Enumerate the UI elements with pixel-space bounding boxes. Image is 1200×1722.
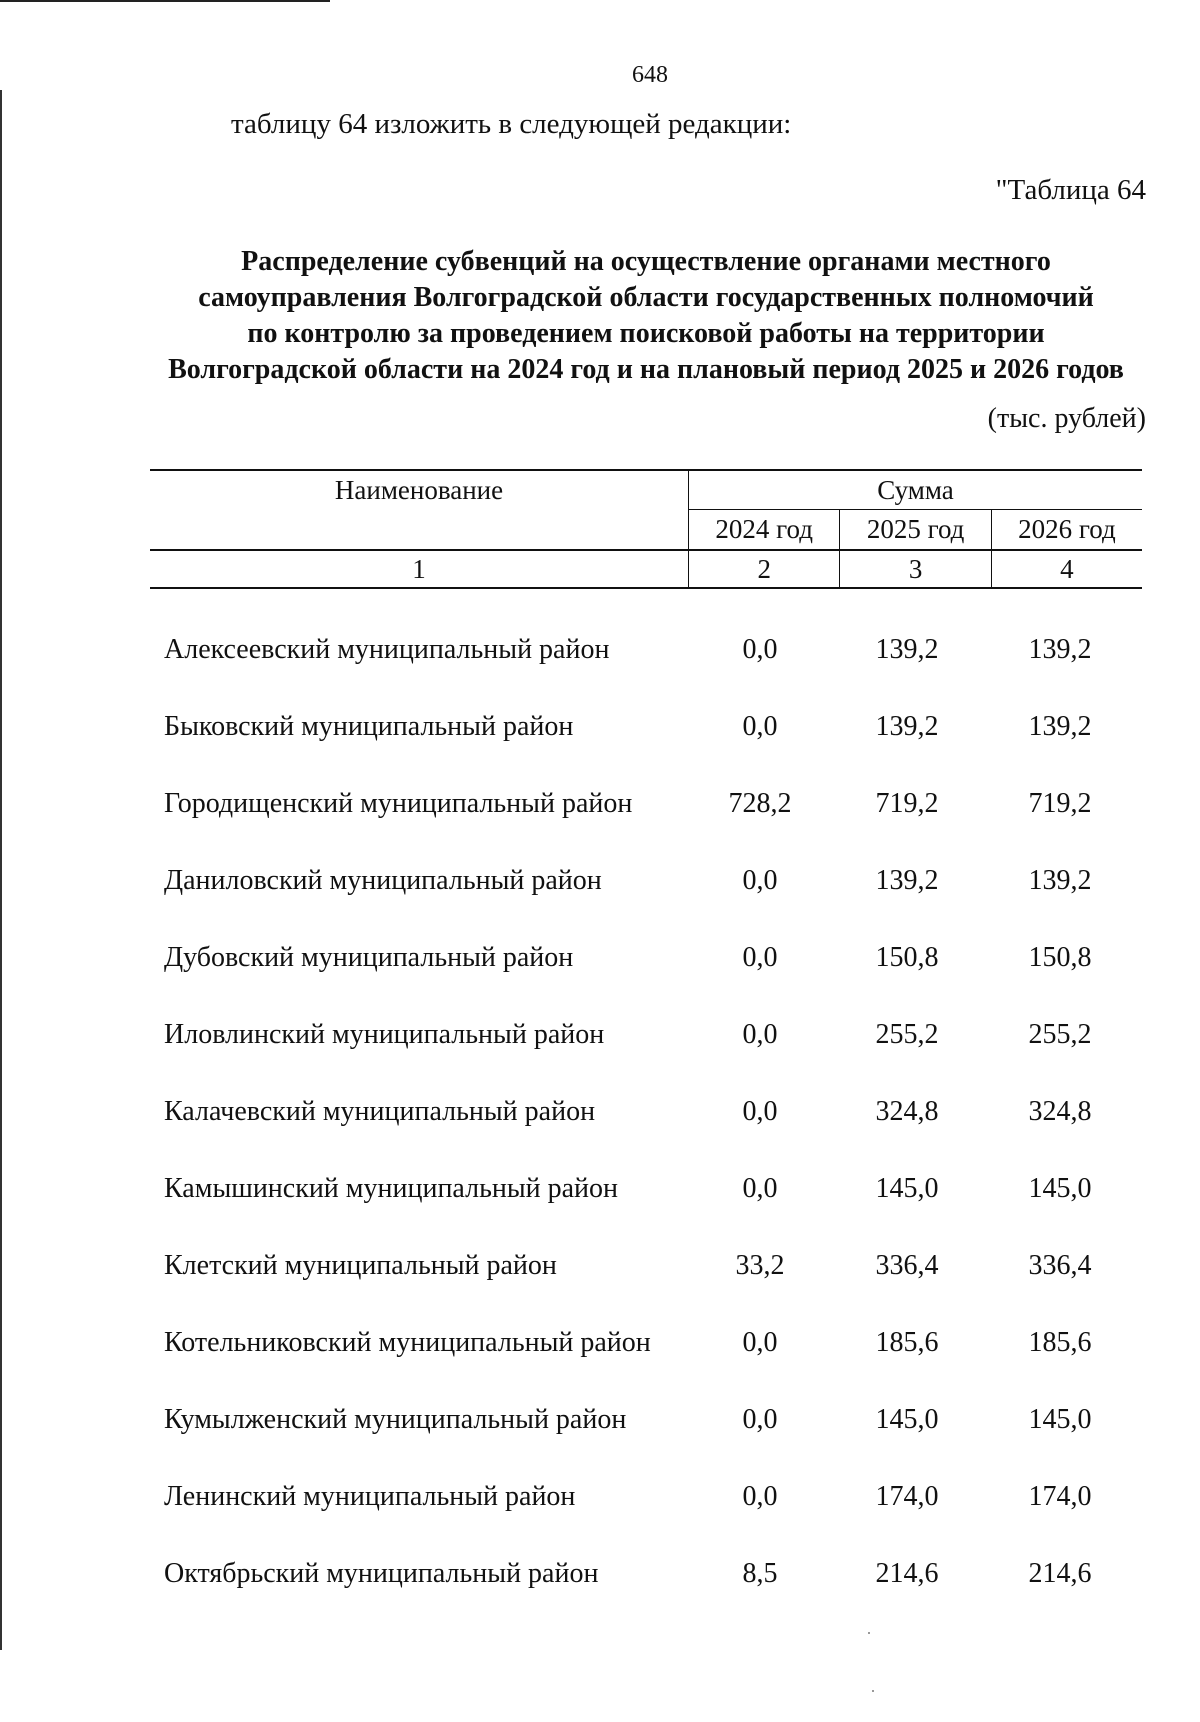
value-2026: 255,2 bbox=[1028, 1019, 1092, 1050]
column-number: 4 bbox=[991, 550, 1142, 588]
value-2024: 0,0 bbox=[742, 711, 778, 742]
title-line: Распределение субвенций на осуществление органами местного bbox=[241, 246, 1051, 277]
value-2026: 150,8 bbox=[1028, 942, 1092, 973]
units-label: (тыс. рублей) bbox=[987, 403, 1146, 434]
value-2024: 0,0 bbox=[742, 1019, 778, 1050]
value-2025: 336,4 bbox=[875, 1250, 939, 1281]
value-2024: 0,0 bbox=[742, 634, 778, 665]
table-row bbox=[150, 841, 1142, 918]
header-name: Наименование bbox=[150, 470, 689, 550]
value-2026: 324,8 bbox=[1028, 1096, 1092, 1127]
district-name: Ленинский муниципальный район bbox=[164, 1481, 576, 1512]
value-2025: 185,6 bbox=[875, 1327, 939, 1358]
table-row bbox=[150, 764, 1142, 841]
value-2025: 145,0 bbox=[875, 1404, 939, 1435]
table-row bbox=[150, 1149, 1142, 1226]
table-row bbox=[150, 1534, 1142, 1611]
value-2024: 8,5 bbox=[742, 1558, 778, 1589]
value-2024: 33,2 bbox=[735, 1250, 785, 1281]
district-name: Камышинский муниципальный район bbox=[164, 1173, 619, 1204]
district-name: Котельниковский муниципальный район bbox=[164, 1327, 651, 1358]
title-line: Волгоградской области на 2024 год и на плановый период 2025 и 2026 годов bbox=[168, 354, 1124, 385]
district-name: Даниловский муниципальный район bbox=[164, 865, 602, 896]
value-2024: 0,0 bbox=[742, 942, 778, 973]
value-2026: 214,6 bbox=[1028, 1558, 1092, 1589]
intro-text: таблицу 64 изложить в следующей редакции: bbox=[231, 108, 792, 140]
value-2026: 139,2 bbox=[1028, 634, 1092, 665]
value-2024: 728,2 bbox=[728, 788, 792, 819]
header-year-2025: 2025 год bbox=[840, 510, 991, 551]
value-2025: 174,0 bbox=[875, 1481, 939, 1512]
scan-edge-left bbox=[0, 90, 2, 1650]
column-number: 1 bbox=[150, 550, 689, 588]
value-2024: 0,0 bbox=[742, 1096, 778, 1127]
value-2024: 0,0 bbox=[742, 1327, 778, 1358]
table-header bbox=[150, 469, 1142, 589]
value-2026: 174,0 bbox=[1028, 1481, 1092, 1512]
district-name: Клетский муниципальный район bbox=[164, 1250, 557, 1281]
value-2025: 139,2 bbox=[875, 634, 939, 665]
scan-edge-top bbox=[0, 0, 330, 2]
value-2026: 185,6 bbox=[1028, 1327, 1092, 1358]
table-row bbox=[150, 918, 1142, 995]
value-2024: 0,0 bbox=[742, 1173, 778, 1204]
table-row bbox=[150, 1457, 1142, 1534]
value-2025: 150,8 bbox=[875, 942, 939, 973]
table-row bbox=[150, 610, 1142, 687]
table-row bbox=[150, 1303, 1142, 1380]
value-2024: 0,0 bbox=[742, 1481, 778, 1512]
value-2026: 145,0 bbox=[1028, 1404, 1092, 1435]
table-label: "Таблица 64 bbox=[995, 174, 1146, 206]
column-number: 2 bbox=[689, 550, 840, 588]
district-name: Дубовский муниципальный район bbox=[164, 942, 574, 973]
document-title bbox=[150, 244, 1142, 388]
value-2026: 719,2 bbox=[1028, 788, 1092, 819]
table-row bbox=[150, 995, 1142, 1072]
scan-speck bbox=[868, 1632, 870, 1634]
header-year-2026: 2026 год bbox=[991, 510, 1142, 551]
title-line: по контролю за проведением поисковой работы на территории bbox=[247, 318, 1045, 349]
header-sum: Сумма bbox=[689, 470, 1143, 510]
header-year-2024: 2024 год bbox=[689, 510, 840, 551]
title-line: самоуправления Волгоградской области государственных полномочий bbox=[198, 282, 1094, 313]
district-name: Алексеевский муниципальный район bbox=[164, 634, 610, 665]
table-row bbox=[150, 1380, 1142, 1457]
district-name: Быковский муниципальный район bbox=[164, 711, 574, 742]
value-2026: 145,0 bbox=[1028, 1173, 1092, 1204]
district-name: Иловлинский муниципальный район bbox=[164, 1019, 605, 1050]
page-number: 648 bbox=[632, 62, 668, 88]
district-name: Городищенский муниципальный район bbox=[164, 788, 633, 819]
value-2025: 139,2 bbox=[875, 865, 939, 896]
table-row bbox=[150, 687, 1142, 764]
value-2025: 255,2 bbox=[875, 1019, 939, 1050]
value-2026: 139,2 bbox=[1028, 711, 1092, 742]
value-2025: 214,6 bbox=[875, 1558, 939, 1589]
value-2026: 336,4 bbox=[1028, 1250, 1092, 1281]
district-name: Октябрьский муниципальный район bbox=[164, 1558, 599, 1589]
district-name: Калачевский муниципальный район bbox=[164, 1096, 596, 1127]
value-2024: 0,0 bbox=[742, 865, 778, 896]
value-2026: 139,2 bbox=[1028, 865, 1092, 896]
column-number: 3 bbox=[840, 550, 991, 588]
scan-speck bbox=[872, 1690, 874, 1692]
value-2025: 324,8 bbox=[875, 1096, 939, 1127]
value-2024: 0,0 bbox=[742, 1404, 778, 1435]
table-body bbox=[150, 610, 1142, 1611]
value-2025: 139,2 bbox=[875, 711, 939, 742]
value-2025: 145,0 bbox=[875, 1173, 939, 1204]
district-name: Кумылженский муниципальный район bbox=[164, 1404, 627, 1435]
value-2025: 719,2 bbox=[875, 788, 939, 819]
table-row bbox=[150, 1226, 1142, 1303]
table-row bbox=[150, 1072, 1142, 1149]
